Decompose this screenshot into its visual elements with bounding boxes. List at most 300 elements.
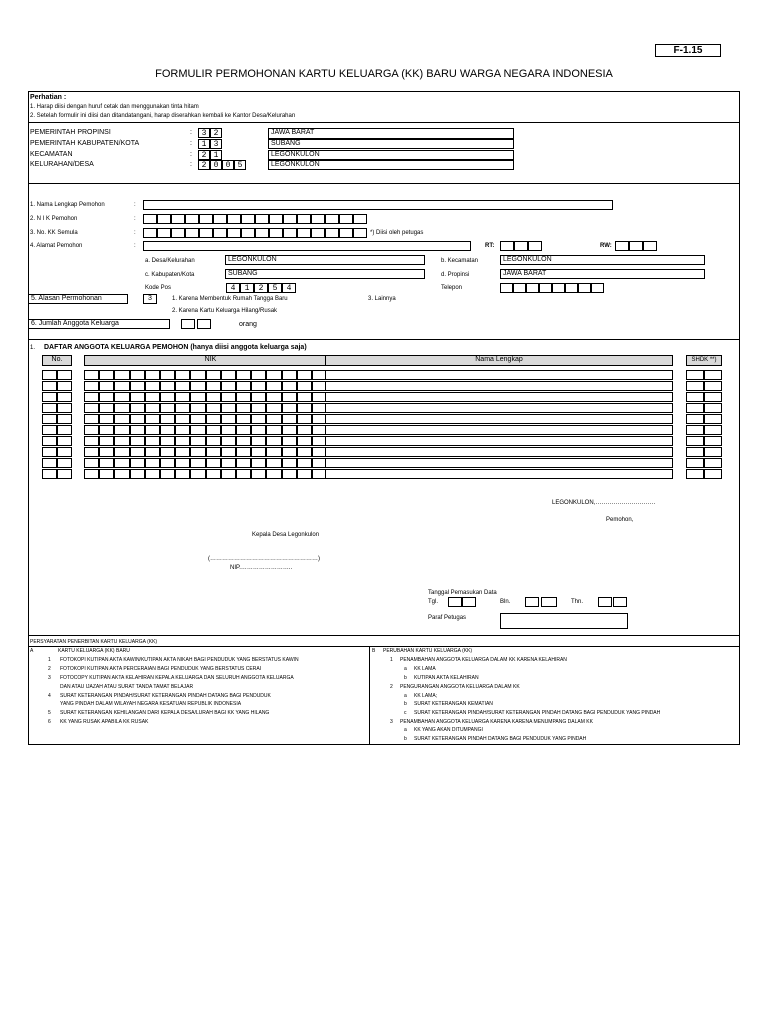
digit-cell[interactable] (311, 214, 325, 224)
row-nik-cell[interactable] (282, 370, 297, 380)
row-nik-cell[interactable] (160, 469, 175, 479)
row-no-cell[interactable] (57, 370, 72, 380)
row-no-cell[interactable] (57, 392, 72, 402)
members-heading: DAFTAR ANGGOTA KELUARGA PEMOHON (hanya diisi anggota keluarga saja) (44, 344, 307, 351)
req-text: SURAT KETERANGAN PINDAH DATANG BAGI PENDUDUK YANG PINDAH (414, 736, 587, 742)
row-nik-cell[interactable] (282, 458, 297, 468)
row-nik-cell[interactable] (190, 381, 205, 391)
row-nik-cell[interactable] (206, 425, 221, 435)
row-no-cell[interactable] (57, 458, 72, 468)
row-nik-cell[interactable] (221, 414, 236, 424)
row-nik-cell[interactable] (160, 381, 175, 391)
row-no-cell[interactable] (57, 425, 72, 435)
region-code-digit[interactable]: 5 (234, 160, 246, 170)
row-nik-cell[interactable] (130, 469, 145, 479)
row-name-cell[interactable] (325, 403, 673, 413)
digit-cell[interactable] (241, 214, 255, 224)
row-name-cell[interactable] (325, 414, 673, 424)
row-nik-cell[interactable] (145, 414, 160, 424)
row-nik-cell[interactable] (84, 370, 99, 380)
members-input-2[interactable] (197, 319, 211, 329)
kab-field[interactable]: SUBANG (225, 269, 425, 279)
req-num: 2 (390, 684, 393, 690)
row-shdk-cell[interactable] (704, 447, 722, 457)
row-no-cell[interactable] (57, 381, 72, 391)
row-nik-cell[interactable] (251, 447, 266, 457)
row-nik-cell[interactable] (160, 403, 175, 413)
row-no-cell[interactable] (57, 414, 72, 424)
row-nik-cell[interactable] (236, 392, 251, 402)
region-name[interactable]: JAWA BARAT (268, 128, 514, 139)
row-nik-cell[interactable] (251, 392, 266, 402)
row-nik-cell[interactable] (145, 436, 160, 446)
row-nik-cell[interactable] (190, 392, 205, 402)
row-nik-cell[interactable] (130, 370, 145, 380)
row-name-cell[interactable] (325, 370, 673, 380)
row-nik-cell[interactable] (99, 403, 114, 413)
digit-cell[interactable] (539, 283, 552, 293)
digit-cell[interactable] (578, 283, 591, 293)
row-nik-cell[interactable] (297, 447, 312, 457)
row-nik-cell[interactable] (266, 403, 281, 413)
row-no-cell[interactable] (42, 392, 57, 402)
row-nik-cell[interactable] (114, 370, 129, 380)
row-no-cell[interactable] (42, 447, 57, 457)
row-nik-cell[interactable] (160, 414, 175, 424)
digit-cell[interactable] (339, 228, 353, 238)
postal-digit[interactable]: 2 (254, 283, 268, 293)
digit-cell[interactable] (157, 214, 171, 224)
row-shdk-cell[interactable] (686, 392, 704, 402)
row-nik-cell[interactable] (236, 403, 251, 413)
row-no-cell[interactable] (57, 447, 72, 457)
digit-cell[interactable] (199, 214, 213, 224)
req-text: PENAMBAHAN ANGGOTA KELUARGA DALAM KK KARENA KELAHIRAN (400, 657, 567, 663)
row-nik-cell[interactable] (114, 403, 129, 413)
digit-cell[interactable] (143, 228, 157, 238)
row-nik-cell[interactable] (190, 458, 205, 468)
row-nik-cell[interactable] (221, 436, 236, 446)
row-nik-cell[interactable] (297, 392, 312, 402)
row-nik-cell[interactable] (114, 436, 129, 446)
row-nik-cell[interactable] (236, 447, 251, 457)
row-nik-cell[interactable] (266, 436, 281, 446)
row-nik-cell[interactable] (282, 436, 297, 446)
row-nik-cell[interactable] (190, 436, 205, 446)
row-nik-cell[interactable] (251, 425, 266, 435)
row-shdk-cell[interactable] (704, 403, 722, 413)
row-nik-cell[interactable] (206, 370, 221, 380)
digit-cell[interactable] (213, 214, 227, 224)
row-nik-cell[interactable] (130, 403, 145, 413)
row-name-cell[interactable] (325, 425, 673, 435)
row-nik-cell[interactable] (114, 414, 129, 424)
row-nik-cell[interactable] (145, 447, 160, 457)
row-nik-cell[interactable] (99, 392, 114, 402)
row-nik-cell[interactable] (114, 425, 129, 435)
digit-cell[interactable] (643, 241, 657, 251)
digit-cell[interactable] (171, 228, 185, 238)
row-nik-cell[interactable] (175, 381, 190, 391)
row-nik-cell[interactable] (190, 425, 205, 435)
row-nik-cell[interactable] (84, 436, 99, 446)
row-shdk-cell[interactable] (686, 370, 704, 380)
row-nik-cell[interactable] (297, 436, 312, 446)
row-shdk-cell[interactable] (686, 436, 704, 446)
row-nik-cell[interactable] (297, 425, 312, 435)
digit-cell[interactable] (325, 214, 339, 224)
digit-cell[interactable] (629, 241, 643, 251)
row-nik-cell[interactable] (99, 458, 114, 468)
row-name-cell[interactable] (325, 447, 673, 457)
row-name-cell[interactable] (325, 381, 673, 391)
row-nik-cell[interactable] (251, 381, 266, 391)
region-code-digit[interactable]: 2 (198, 160, 210, 170)
digit-cell[interactable] (297, 228, 311, 238)
row-nik-cell[interactable] (145, 425, 160, 435)
row-nik-cell[interactable] (160, 436, 175, 446)
row-shdk-cell[interactable] (704, 458, 722, 468)
row-nik-cell[interactable] (190, 414, 205, 424)
thn-input-2[interactable] (613, 597, 627, 607)
postal-digit[interactable]: 5 (268, 283, 282, 293)
digit-cell[interactable] (552, 283, 565, 293)
row-shdk-cell[interactable] (704, 425, 722, 435)
row-shdk-cell[interactable] (686, 469, 704, 479)
row-nik-cell[interactable] (114, 458, 129, 468)
digit-cell[interactable] (526, 283, 539, 293)
digit-cell[interactable] (255, 214, 269, 224)
row-nik-cell[interactable] (221, 447, 236, 457)
row-nik-cell[interactable] (251, 370, 266, 380)
bln-input-1[interactable] (525, 597, 539, 607)
row-shdk-cell[interactable] (704, 414, 722, 424)
row-nik-cell[interactable] (251, 436, 266, 446)
row-nik-cell[interactable] (190, 403, 205, 413)
row-nik-cell[interactable] (145, 392, 160, 402)
row-nik-cell[interactable] (236, 381, 251, 391)
row-nik-cell[interactable] (114, 392, 129, 402)
region-code-digit[interactable]: 3 (198, 128, 210, 138)
row-name-cell[interactable] (325, 469, 673, 479)
row-nik-cell[interactable] (282, 447, 297, 457)
row-nik-cell[interactable] (160, 447, 175, 457)
row-nik-cell[interactable] (84, 458, 99, 468)
region-code-digit[interactable]: 1 (210, 150, 222, 160)
region-name[interactable]: SUBANG (268, 139, 514, 149)
row-nik-cell[interactable] (84, 414, 99, 424)
row-no-cell[interactable] (57, 403, 72, 413)
row-no-cell[interactable] (42, 370, 57, 380)
divider (28, 122, 740, 123)
row-nik-cell[interactable] (282, 403, 297, 413)
row-nik-cell[interactable] (114, 469, 129, 479)
row-nik-cell[interactable] (175, 425, 190, 435)
row-nik-cell[interactable] (190, 447, 205, 457)
digit-cell[interactable] (353, 228, 367, 238)
row-nik-cell[interactable] (175, 414, 190, 424)
digit-cell[interactable] (241, 228, 255, 238)
row-nik-cell[interactable] (236, 458, 251, 468)
kec-field[interactable]: LEGONKULON (500, 255, 705, 265)
row-nik-cell[interactable] (282, 392, 297, 402)
digit-cell[interactable] (199, 228, 213, 238)
digit-cell[interactable] (591, 283, 604, 293)
row-nik-cell[interactable] (206, 436, 221, 446)
col-no-header: No. (42, 355, 72, 366)
row-nik-cell[interactable] (175, 403, 190, 413)
row-nik-cell[interactable] (190, 469, 205, 479)
row-nik-cell[interactable] (206, 403, 221, 413)
row-nik-cell[interactable] (145, 381, 160, 391)
row-nik-cell[interactable] (282, 414, 297, 424)
row-nik-cell[interactable] (145, 370, 160, 380)
row-nik-cell[interactable] (190, 370, 205, 380)
row-nik-cell[interactable] (206, 381, 221, 391)
row-no-cell[interactable] (42, 403, 57, 413)
digit-cell[interactable] (269, 228, 283, 238)
row-nik-cell[interactable] (175, 392, 190, 402)
row-nik-cell[interactable] (221, 370, 236, 380)
col-name-header: Nama Lengkap (325, 355, 673, 366)
row-nik-cell[interactable] (130, 414, 145, 424)
digit-cell[interactable] (615, 241, 629, 251)
row-nik-cell[interactable] (236, 414, 251, 424)
row-nik-cell[interactable] (175, 447, 190, 457)
row-nik-cell[interactable] (251, 469, 266, 479)
row-nik-cell[interactable] (236, 436, 251, 446)
digit-cell[interactable] (528, 241, 542, 251)
row-nik-cell[interactable] (282, 425, 297, 435)
name-input[interactable] (143, 200, 613, 210)
row-nik-cell[interactable] (130, 381, 145, 391)
row-shdk-cell[interactable] (704, 392, 722, 402)
row-name-cell[interactable] (325, 436, 673, 446)
row-nik-cell[interactable] (160, 392, 175, 402)
row-nik-cell[interactable] (297, 469, 312, 479)
row-shdk-cell[interactable] (704, 370, 722, 380)
row-no-cell[interactable] (42, 436, 57, 446)
digit-cell[interactable] (283, 214, 297, 224)
digit-cell[interactable] (500, 241, 514, 251)
digit-cell[interactable] (500, 283, 513, 293)
row-shdk-cell[interactable] (704, 381, 722, 391)
digit-cell[interactable] (227, 228, 241, 238)
row-nik-cell[interactable] (221, 392, 236, 402)
row-nik-cell[interactable] (282, 381, 297, 391)
prop-field[interactable]: JAWA BARAT (500, 269, 705, 279)
row-name-cell[interactable] (325, 392, 673, 402)
row-nik-cell[interactable] (145, 469, 160, 479)
row-nik-cell[interactable] (221, 381, 236, 391)
row-nik-cell[interactable] (130, 458, 145, 468)
row-nik-cell[interactable] (297, 403, 312, 413)
row-nik-cell[interactable] (114, 447, 129, 457)
row-name-cell[interactable] (325, 458, 673, 468)
row-nik-cell[interactable] (206, 414, 221, 424)
digit-cell[interactable] (269, 214, 283, 224)
row-shdk-cell[interactable] (686, 403, 704, 413)
row-shdk-cell[interactable] (686, 414, 704, 424)
row-nik-cell[interactable] (130, 392, 145, 402)
row-nik-cell[interactable] (206, 447, 221, 457)
colon: : (134, 216, 136, 222)
row-no-cell[interactable] (42, 458, 57, 468)
row-nik-cell[interactable] (84, 425, 99, 435)
req-num: b (404, 675, 407, 681)
row-shdk-cell[interactable] (686, 447, 704, 457)
row-nik-cell[interactable] (175, 370, 190, 380)
region-name[interactable]: LEGONKULON (268, 160, 514, 170)
row-nik-cell[interactable] (206, 469, 221, 479)
digit-cell[interactable] (311, 228, 325, 238)
row-shdk-cell[interactable] (686, 425, 704, 435)
colon: : (134, 243, 136, 249)
digit-cell[interactable] (143, 214, 157, 224)
bln-input-2[interactable] (541, 597, 557, 607)
tgl-input-1[interactable] (448, 597, 462, 607)
postal-digit[interactable]: 4 (282, 283, 296, 293)
row-nik-cell[interactable] (160, 425, 175, 435)
digit-cell[interactable] (185, 228, 199, 238)
row-nik-cell[interactable] (99, 425, 114, 435)
digit-cell[interactable] (157, 228, 171, 238)
row-no-cell[interactable] (57, 469, 72, 479)
region-code-digit[interactable]: 0 (210, 160, 222, 170)
digit-cell[interactable] (213, 228, 227, 238)
tgl-input-2[interactable] (462, 597, 476, 607)
row-nik-cell[interactable] (297, 370, 312, 380)
members-input-1[interactable] (181, 319, 195, 329)
row-nik-cell[interactable] (206, 392, 221, 402)
digit-cell[interactable] (513, 283, 526, 293)
row-nik-cell[interactable] (251, 458, 266, 468)
row-shdk-cell[interactable] (686, 381, 704, 391)
row-nik-cell[interactable] (84, 403, 99, 413)
row-nik-cell[interactable] (99, 414, 114, 424)
row-nik-cell[interactable] (221, 469, 236, 479)
row-nik-cell[interactable] (266, 425, 281, 435)
row-nik-cell[interactable] (160, 370, 175, 380)
row-nik-cell[interactable] (84, 447, 99, 457)
digit-cell[interactable] (255, 228, 269, 238)
row-nik-cell[interactable] (297, 414, 312, 424)
row-nik-cell[interactable] (84, 392, 99, 402)
row-nik-cell[interactable] (297, 458, 312, 468)
digit-cell[interactable] (297, 214, 311, 224)
region-code-digit[interactable]: 1 (198, 139, 210, 149)
row-nik-cell[interactable] (99, 469, 114, 479)
digit-cell[interactable] (171, 214, 185, 224)
row-nik-cell[interactable] (297, 381, 312, 391)
address-input[interactable] (143, 241, 471, 251)
row-nik-cell[interactable] (175, 458, 190, 468)
req-num: 5 (48, 710, 51, 716)
row-nik-cell[interactable] (251, 414, 266, 424)
row-nik-cell[interactable] (175, 436, 190, 446)
row-shdk-cell[interactable] (686, 458, 704, 468)
row-nik-cell[interactable] (130, 447, 145, 457)
colon: : (190, 151, 192, 158)
row-nik-cell[interactable] (114, 381, 129, 391)
row-nik-cell[interactable] (282, 469, 297, 479)
row-nik-cell[interactable] (130, 436, 145, 446)
region-code-digit[interactable]: 2 (198, 150, 210, 160)
thn-input-1[interactable] (598, 597, 612, 607)
req-num: 4 (48, 693, 51, 699)
row-nik-cell[interactable] (84, 381, 99, 391)
req-text: KK LAMA (414, 666, 436, 672)
req-num: a (404, 727, 407, 733)
row-nik-cell[interactable] (221, 458, 236, 468)
digit-cell[interactable] (227, 214, 241, 224)
region-code-digit[interactable]: 2 (210, 128, 222, 138)
digit-cell[interactable] (339, 214, 353, 224)
divider (28, 183, 740, 184)
row-nik-cell[interactable] (145, 403, 160, 413)
row-nik-cell[interactable] (236, 425, 251, 435)
paraf-box[interactable] (500, 613, 628, 629)
digit-cell[interactable] (283, 228, 297, 238)
row-nik-cell[interactable] (266, 392, 281, 402)
digit-cell[interactable] (565, 283, 578, 293)
row-nik-cell[interactable] (236, 469, 251, 479)
digit-cell[interactable] (353, 214, 367, 224)
reason-input[interactable]: 3 (143, 294, 157, 304)
postal-digit[interactable]: 1 (240, 283, 254, 293)
row-nik-cell[interactable] (99, 436, 114, 446)
region-name[interactable]: LEGONKULON (268, 150, 514, 160)
row-nik-cell[interactable] (266, 370, 281, 380)
region-code-digit[interactable]: 3 (210, 139, 222, 149)
row-nik-cell[interactable] (99, 381, 114, 391)
row-nik-cell[interactable] (130, 425, 145, 435)
row-nik-cell[interactable] (266, 381, 281, 391)
row-no-cell[interactable] (42, 425, 57, 435)
row-nik-cell[interactable] (221, 403, 236, 413)
digit-cell[interactable] (514, 241, 528, 251)
row-nik-cell[interactable] (160, 458, 175, 468)
digit-cell[interactable] (185, 214, 199, 224)
notice-line-1: 1. Harap diisi dengan huruf cetak dan menggunakan tinta hitam (30, 104, 199, 110)
row-no-cell[interactable] (42, 469, 57, 479)
postal-digit[interactable]: 4 (226, 283, 240, 293)
row-nik-cell[interactable] (175, 469, 190, 479)
row-nik-cell[interactable] (221, 425, 236, 435)
row-no-cell[interactable] (57, 436, 72, 446)
row-nik-cell[interactable] (236, 370, 251, 380)
row-nik-cell[interactable] (84, 469, 99, 479)
row-shdk-cell[interactable] (704, 436, 722, 446)
row-shdk-cell[interactable] (704, 469, 722, 479)
row-no-cell[interactable] (42, 381, 57, 391)
row-nik-cell[interactable] (251, 403, 266, 413)
desa-field[interactable]: LEGONKULON (225, 255, 425, 265)
row-nik-cell[interactable] (266, 469, 281, 479)
row-nik-cell[interactable] (206, 458, 221, 468)
req-text: KARTU KELUARGA (KK) BARU (58, 648, 130, 654)
req-num: 3 (48, 675, 51, 681)
row-nik-cell[interactable] (266, 447, 281, 457)
row-no-cell[interactable] (42, 414, 57, 424)
row-nik-cell[interactable] (99, 370, 114, 380)
row-nik-cell[interactable] (266, 414, 281, 424)
digit-cell[interactable] (325, 228, 339, 238)
row-nik-cell[interactable] (266, 458, 281, 468)
row-nik-cell[interactable] (145, 458, 160, 468)
region-code-digit[interactable]: 0 (222, 160, 234, 170)
row-nik-cell[interactable] (99, 447, 114, 457)
